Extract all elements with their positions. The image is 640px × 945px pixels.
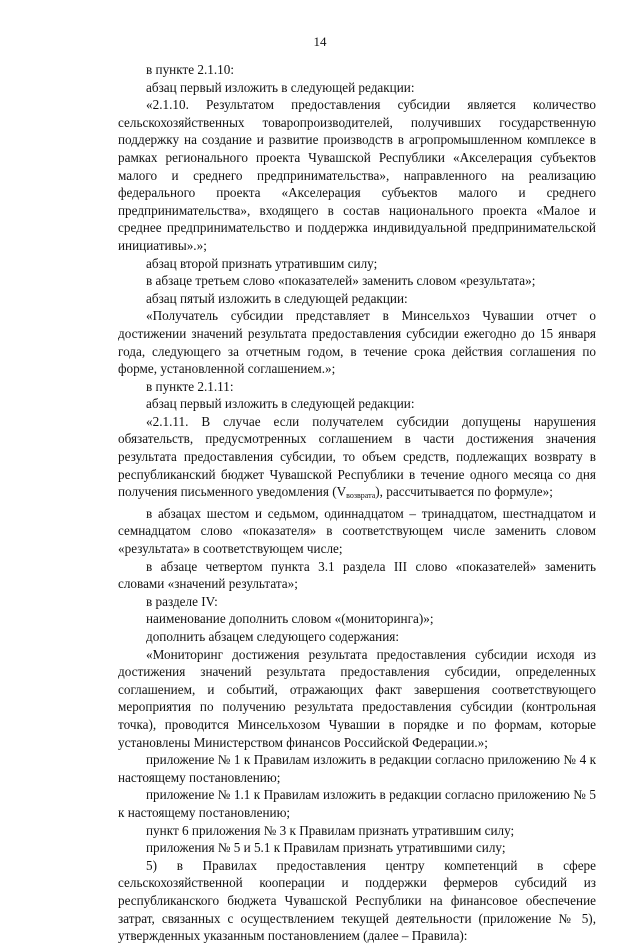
formula-text-after: ), рассчитывается по формуле»; <box>375 484 553 500</box>
formula-subscript: возврата <box>346 491 376 501</box>
paragraph: абзац второй признать утратившим силу; <box>146 255 378 271</box>
paragraph: в разделе IV: <box>146 593 218 609</box>
paragraph: «2.1.10. Результатом предоставления субсидии является количество сельскохозяйственных товаропроизводителей, получивших государственную поддержку на создание и развитие производств в агропромышленном комплексе в рамках регионального проекта Чувашской Республики «Акселерация субъектов малого и среднего предпринимательства», направленного на реализацию федерального проекта «Акселерация субъектов малого и среднего предпринимательства», входящего в состав национального проекта «Малое и среднее предпринимательство и поддержка индивидуальной предпринимательской инициативы».»; <box>118 97 596 253</box>
paragraph: наименование дополнить словом «(мониторинга)»; <box>146 611 434 627</box>
paragraph: абзац пятый изложить в следующей редакции: <box>146 290 408 306</box>
paragraph: пункт 6 приложения № 3 к Правилам признать утратившим силу; <box>146 822 515 838</box>
paragraph: в абзаце третьем слово «показателей» заменить словом «результата»; <box>146 273 536 289</box>
paragraph: абзац первый изложить в следующей редакции: <box>146 396 415 412</box>
document-body <box>118 61 596 945</box>
formula-text-before: «2.1.11. В случае если получателем субсидии допущены нарушения обязательств, предусмотренных соглашением в части достижения значения результата предоставления субсидии, то объем средств, подлежащих возврату в республиканский бюджет Чувашской Республики в течение одного месяца со дня получения письменного уведомления (V <box>118 413 596 500</box>
paragraph: в пункте 2.1.10: <box>146 62 235 77</box>
paragraph: в абзаце четвертом пункта 3.1 раздела III слово «показателей» заменить словами «значений результата»; <box>118 558 596 592</box>
paragraph: 5) в Правилах предоставления центру компетенций в сфере сельскохозяйственной кооперации и поддержки фермеров субсидий из республиканского бюджета Чувашской Республики на финансовое обеспечение затрат, связанных с осуществлением текущей деятельности (приложение № 5), утвержденных указанным постановлением (далее – Правила): <box>118 857 596 944</box>
page-number: 14 <box>313 34 327 49</box>
paragraph: «Получатель субсидии представляет в Минсельхоз Чувашии отчет о достижении значений результата предоставления субсидии ежегодно до 15 января года, следующего за отчетным годом, в течение срока действия соглашения по форме, установленной соглашением.»; <box>118 308 596 377</box>
paragraph: в абзацах шестом и седьмом, одиннадцатом – тринадцатом, шестнадцатом и семнадцатом слово «показателя» в соответствующем числе заменить словом «результата» в соответствующем числе; <box>118 505 596 557</box>
formula-paragraph <box>118 413 596 505</box>
paragraph: приложения № 5 и 5.1 к Правилам признать утратившими силу; <box>146 840 506 856</box>
paragraph: «Мониторинг достижения результата предоставления субсидии исходя из достижения значений результата предоставления субсидии, определенных соглашением, и событий, отражающих факт завершения соответствующего мероприятия по получению результата предоставления субсидии (контрольная точка), проводится Минсельхозом Чувашии в порядке и по формам, которые установлены Министерством финансов Российской Федерации.»; <box>118 646 596 750</box>
paragraph: приложение № 1 к Правилам изложить в редакции согласно приложению № 4 к настоящему постановлению; <box>118 752 596 785</box>
paragraph: абзац первый изложить в следующей редакции: <box>146 79 415 95</box>
paragraph: в пункте 2.1.11: <box>146 378 234 394</box>
paragraph: дополнить абзацем следующего содержания: <box>146 629 400 644</box>
paragraph: приложение № 1.1 к Правилам изложить в редакции согласно приложению № 5 к настоящему постановлению; <box>118 787 596 820</box>
